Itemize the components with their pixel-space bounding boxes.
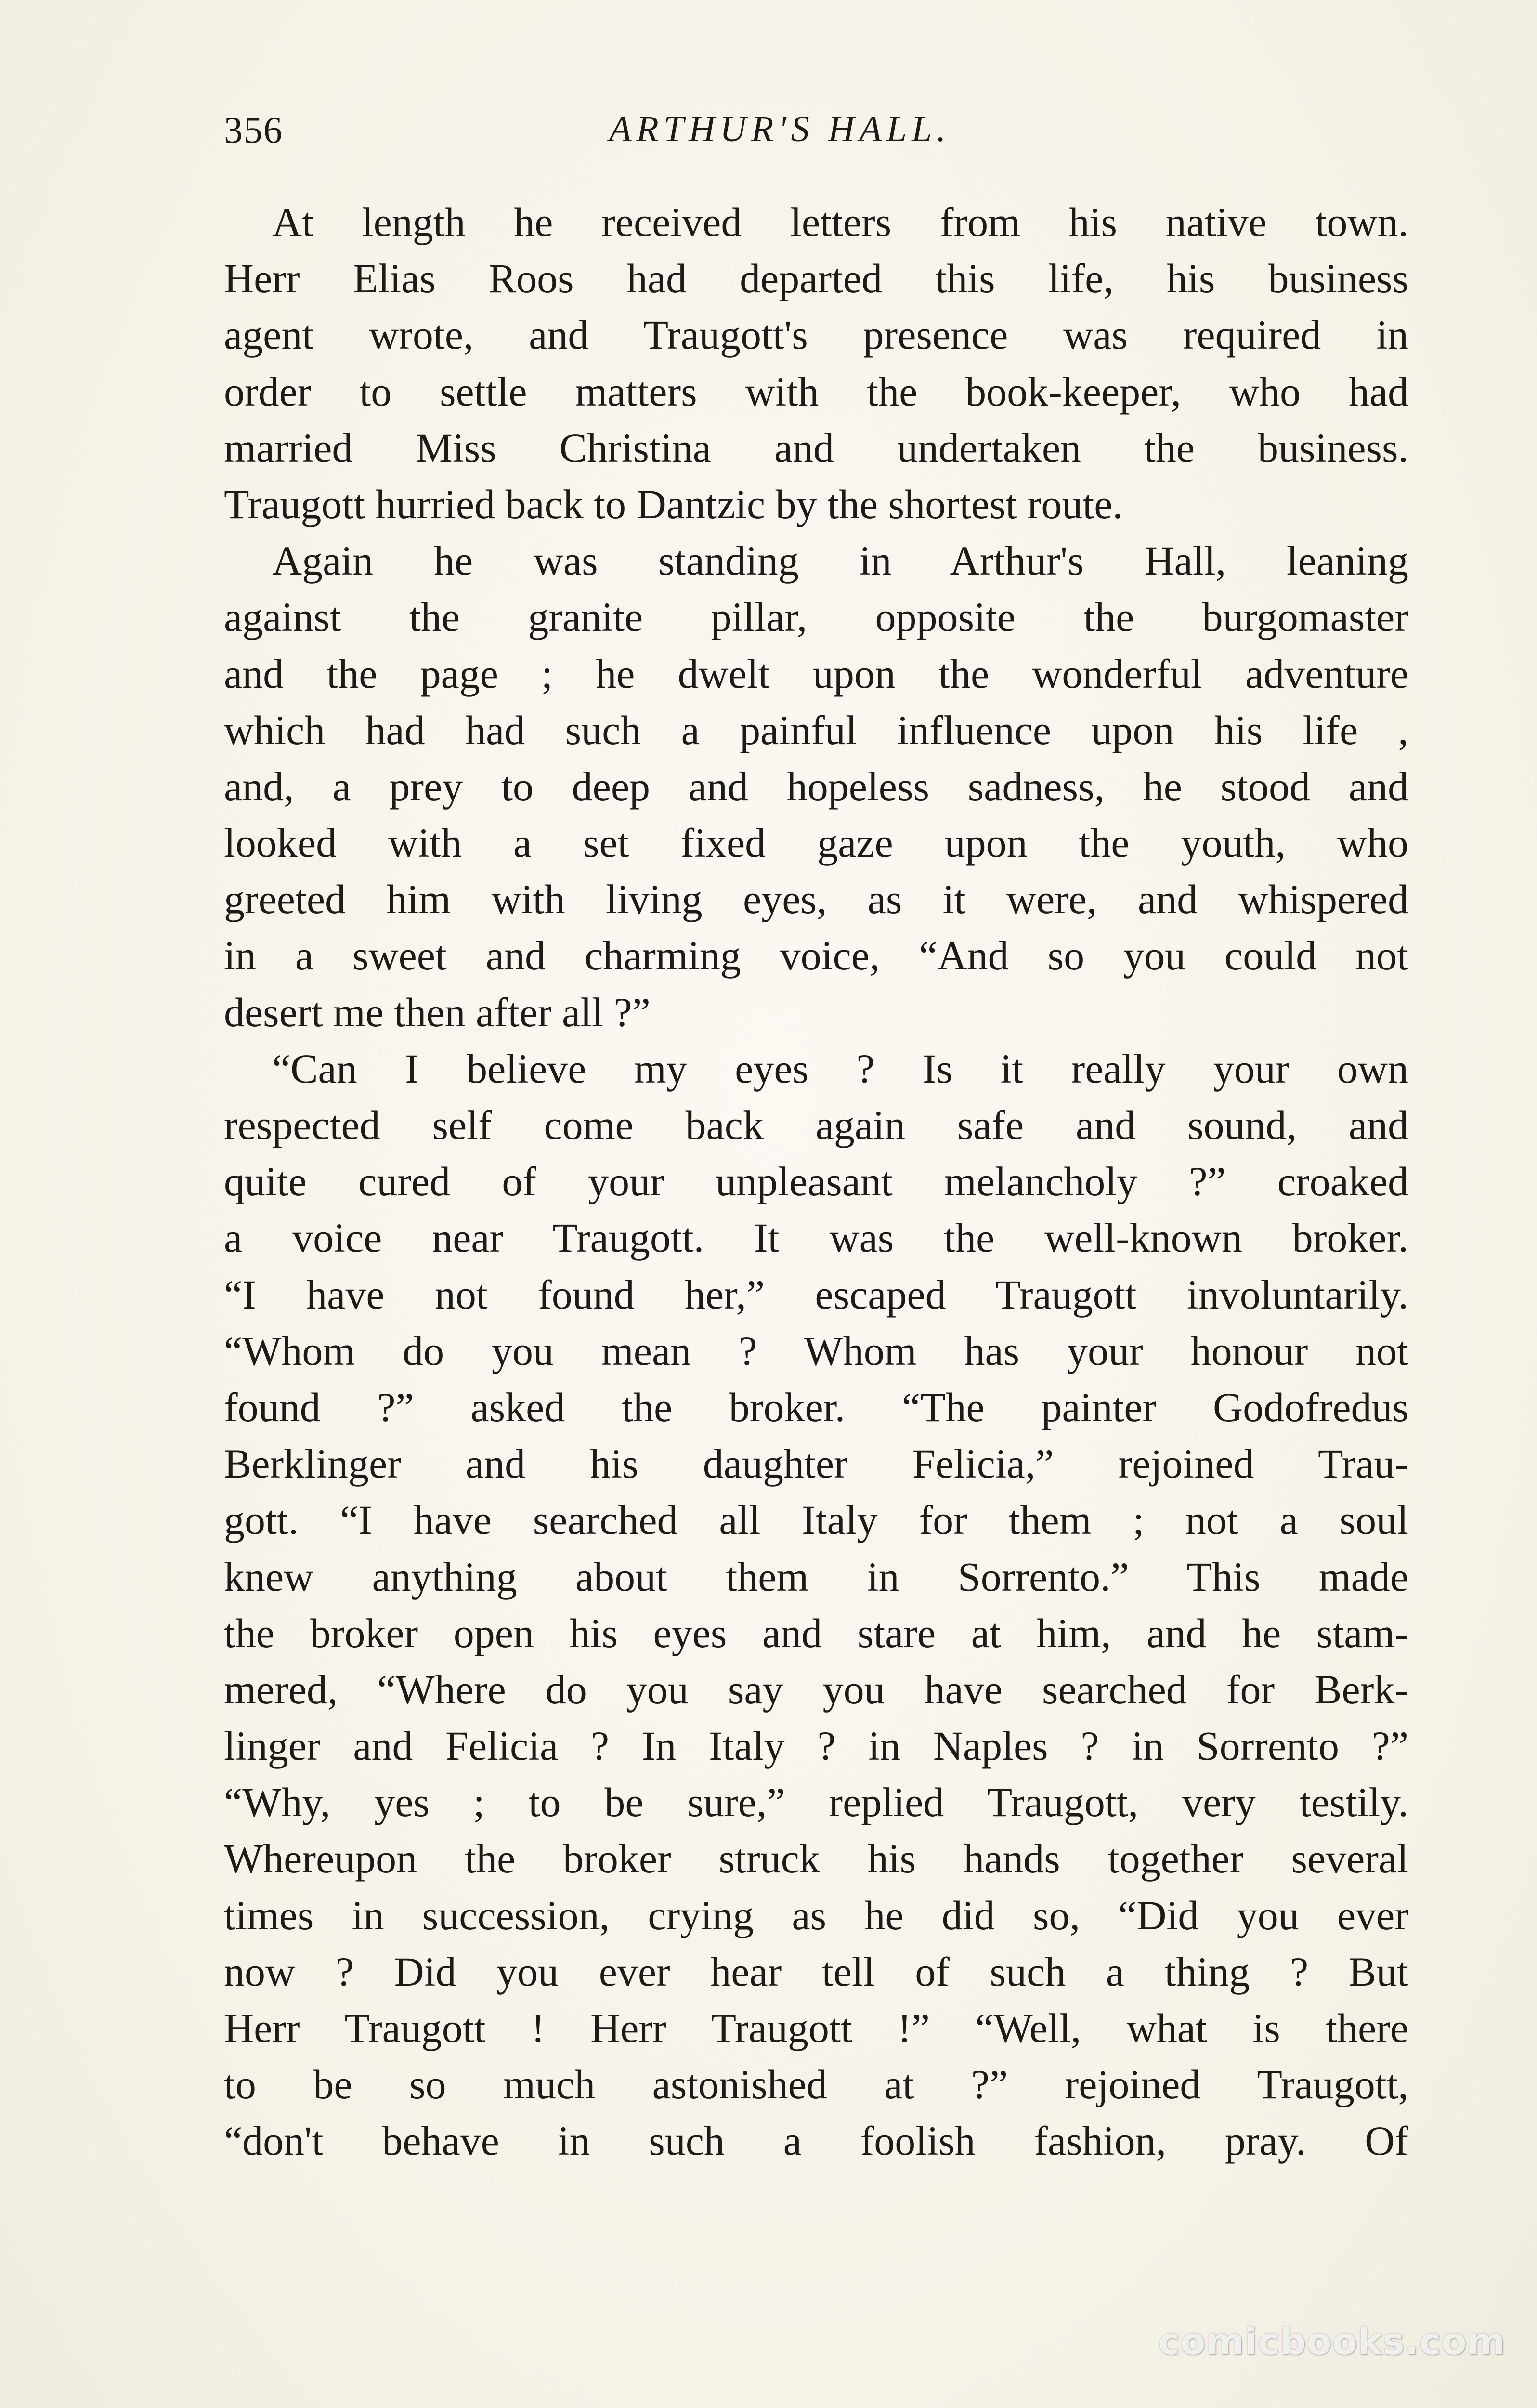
text-line: “don't behave in such a foolish fashion, pray. Of [224, 2118, 1408, 2164]
text-line: desert me then after all ?” [224, 989, 651, 1035]
text-line: now ? Did you ever hear tell of such a thing ? But [224, 1948, 1408, 1995]
text-line: and the page ; he dwelt upon the wonderful adventure [224, 650, 1408, 697]
text-line: “Why, yes ; to be sure,” replied Traugott, very testily. [224, 1779, 1408, 1826]
text-line: a voice near Traugott. It was the well-known broker. [224, 1215, 1408, 1261]
body-text [224, 194, 1408, 2170]
text-line: Berklinger and his daughter Felicia,” rejoined Trau- [224, 1440, 1408, 1487]
text-line: found ?” asked the broker. “The painter Godofredus [224, 1384, 1408, 1430]
text-line: “I have not found her,” escaped Traugott involuntarily. [224, 1271, 1408, 1318]
text-line: times in succession, crying as he did so, “Did you ever [224, 1892, 1408, 1938]
text-line: against the granite pillar, opposite the burgomaster [224, 594, 1408, 641]
text-line: “Can I believe my eyes ? Is it really your own [272, 1045, 1408, 1092]
running-title: ARTHUR'S HALL. [609, 109, 951, 149]
page-number: 356 [224, 109, 283, 151]
text-line: order to settle matters with the book-keeper, who had [224, 368, 1408, 415]
text-line: greeted him with living eyes, as it were, and whispered [224, 876, 1408, 923]
text-line: and, a prey to deep and hopeless sadness, he stood and [224, 763, 1408, 810]
text-line: Herr Traugott ! Herr Traugott !” “Well, what is there [224, 2005, 1408, 2051]
text-line: Whereupon the broker struck his hands together several [224, 1835, 1408, 1882]
text-line: mered, “Where do you say you have searched for Berk- [224, 1666, 1408, 1713]
text-line: looked with a set fixed gaze upon the youth, who [224, 820, 1408, 866]
text-line: respected self come back again safe and sound, and [224, 1102, 1408, 1148]
text-line: knew anything about them in Sorrento.” This made [224, 1553, 1408, 1600]
text-line: in a sweet and charming voice, “And so you could not [224, 932, 1408, 979]
text-line: At length he received letters from his native town. [272, 199, 1408, 245]
text-line: Again he was standing in Arthur's Hall, leaning [272, 537, 1408, 584]
text-line: linger and Felicia ? In Italy ? in Naples ? in Sorrento ?” [224, 1723, 1408, 1769]
text-line: married Miss Christina and undertaken the business. [224, 424, 1408, 471]
text-line: gott. “I have searched all Italy for them ; not a soul [224, 1497, 1408, 1544]
text-line: to be so much astonished at ?” rejoined Traugott, [224, 2061, 1408, 2108]
text-line: which had had such a painful influence upon his life , [224, 707, 1408, 753]
text-line: agent wrote, and Traugott's presence was required in [224, 312, 1408, 358]
watermark-text: comicbooks.com [1158, 2320, 1506, 2363]
running-head [224, 108, 1408, 166]
text-line: Herr Elias Roos had departed this life, his business [224, 255, 1408, 302]
text-line: “Whom do you mean ? Whom has your honour not [224, 1327, 1408, 1374]
text-line: the broker open his eyes and stare at him, and he stam- [224, 1610, 1408, 1656]
text-line: quite cured of your unpleasant melancholy ?” croaked [224, 1158, 1408, 1205]
text-line: Traugott hurried back to Dantzic by the shortest route. [224, 481, 1123, 527]
